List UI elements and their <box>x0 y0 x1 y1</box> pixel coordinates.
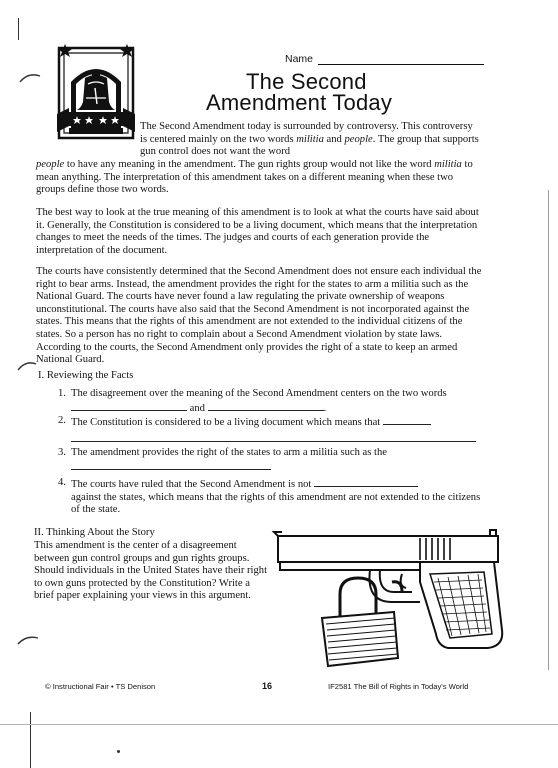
intro-emph: militia <box>434 159 462 170</box>
answer-blank-4[interactable] <box>314 477 418 487</box>
question-number: 4. <box>58 477 66 488</box>
answer-blank-1a[interactable] <box>71 401 187 411</box>
answer-blank-1b[interactable] <box>208 401 324 411</box>
punch-hole-mark <box>18 18 19 40</box>
footer-page-number: 16 <box>262 681 273 691</box>
question-3 <box>58 447 484 460</box>
question-number: 3. <box>58 447 66 458</box>
scan-curve-mark <box>18 70 42 84</box>
liberty-bell-emblem-icon <box>55 42 137 142</box>
intro-text: The Second Amendment today is surrounded by controversy. This controversy is centered mainly on the two words <box>140 121 473 145</box>
page-title-line1: The Second <box>246 69 367 94</box>
intro-paragraph-3: The courts have consistently determined that the Second Amendment does not ensure each individual the right to bear arms. Instead, the amendment provides the right for the states to arm a militia such as the National Guard. The courts have never found a law regulating the private ownership of weapons unconstitutional. The courts have also said that the Second Amendment is not incorporated against the states. This means that the rights of this amendment are not extended to the individual citizens of the states. So a person has no right to complain about a Second Amendment violation by state laws. According to the courts, the Second Amendment only provides the right of a state to keep an armed National Guard. <box>36 266 482 366</box>
question-text: The Constitution is considered to be a living document which means that <box>71 417 381 428</box>
question-4 <box>58 477 484 517</box>
question-number: 2. <box>58 415 66 426</box>
name-label: Name <box>285 53 314 65</box>
section-heading-thinking: II. Thinking About the Story <box>34 527 155 538</box>
section-2-body: This amendment is the center of a disagreement between gun control groups and gun rights groups. Should individuals in the United States have their right to own guns protected by the Constitution? Write a brief paper explaining your views in this argument. <box>34 540 268 602</box>
footer-title: IF2581 The Bill of Rights in Today's World <box>328 682 469 691</box>
intro-paragraph-2: The best way to look at the true meaning of this amendment is to look at what the courts have said about it. Generally, the Constitution is considered to be a living document, which means that the interpretation changes to meet the needs of the times. The judges and courts of each generation provide the interpretation of the document. <box>36 207 479 256</box>
intro-emph: militia <box>296 133 324 145</box>
question-text-cont: against the states, which means that the rights of this amendment are not extended to the citizens of the state. <box>71 491 481 516</box>
scan-curve-mark <box>16 358 38 372</box>
scan-dot <box>117 750 120 753</box>
question-text: The disagreement over the meaning of the Second Amendment centers on the two words <box>71 388 447 399</box>
answer-blank-2a[interactable] <box>383 415 431 425</box>
intro-emph: people <box>36 159 65 170</box>
intro-emph: people <box>344 133 373 145</box>
answer-line-3[interactable] <box>71 469 271 470</box>
question-number: 1. <box>58 388 66 399</box>
section-heading-facts: I. Reviewing the Facts <box>38 370 134 381</box>
question-2 <box>58 415 484 430</box>
footer-copyright: © Instructional Fair • TS Denison <box>45 682 156 691</box>
page-title-line2: Amendment Today <box>206 90 393 115</box>
intro-text: and <box>323 133 345 145</box>
question-text: The courts have ruled that the Second Amendment is not <box>71 479 312 490</box>
scan-curve-mark <box>16 632 40 646</box>
name-field[interactable] <box>318 64 484 65</box>
intro-text: to mean anything. The interpretation of this amendment takes on a different meaning when these two groups define those two words. <box>36 159 473 196</box>
scan-edge-line <box>0 724 558 725</box>
intro-text: to have any meaning in the amendment. The gun rights group would not like the word <box>64 159 435 170</box>
answer-line-2b[interactable] <box>71 441 476 442</box>
intro-paragraph-1 <box>140 121 480 159</box>
intro-text: . The group that supports gun control does not want the word <box>140 133 479 158</box>
scan-edge-line <box>548 190 549 670</box>
scan-edge-line <box>30 712 31 768</box>
question-1: 1. The disagreement over the meaning of the Second Amendment centers on the two words and . <box>58 388 447 414</box>
question-and: and <box>189 402 205 414</box>
question-text: The amendment provides the right of the states to arm a militia such as the <box>71 447 387 458</box>
gun-with-padlock-icon <box>270 522 506 672</box>
intro-paragraph-1-cont <box>36 159 480 197</box>
